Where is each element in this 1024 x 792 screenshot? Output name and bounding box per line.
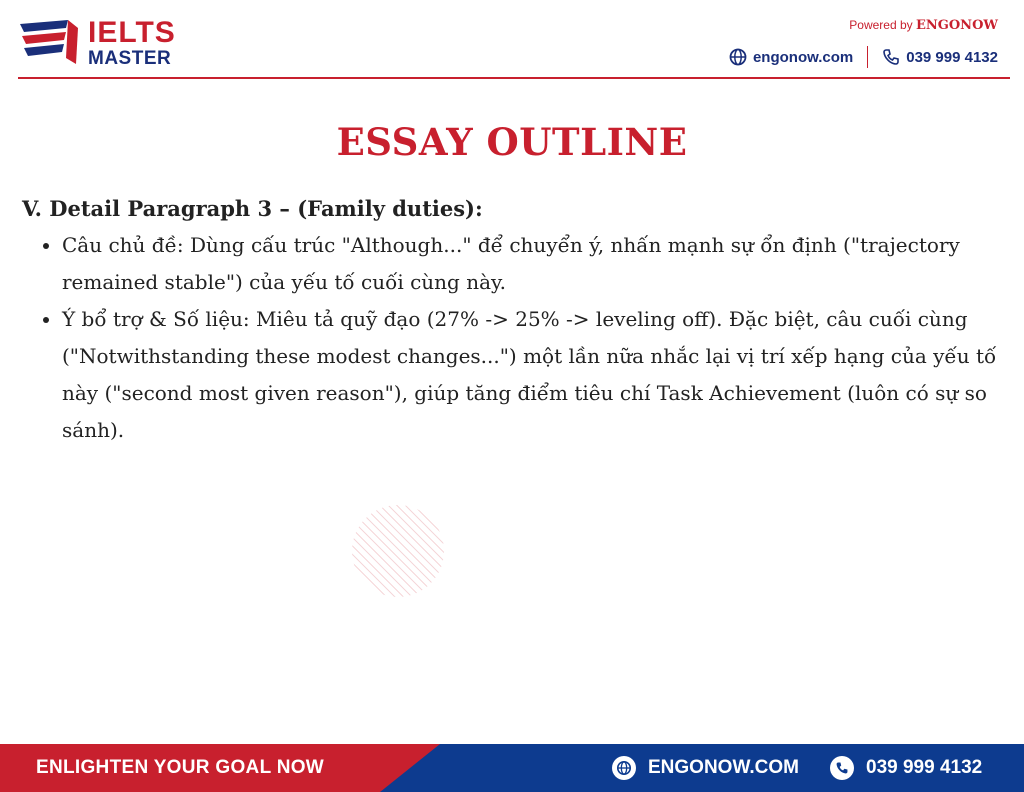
footer-slogan: ENLIGHTEN YOUR GOAL NOW <box>36 757 325 778</box>
powered-by <box>849 18 998 33</box>
logo-text-master: MASTER <box>88 48 172 69</box>
footer-website-label: ENGONOW.COM <box>648 757 799 778</box>
header-divider-line <box>18 77 1010 79</box>
header-phone-number[interactable]: 039 999 4132 <box>906 48 998 66</box>
powered-prefix: Powered by <box>849 18 916 32</box>
logo-text-ielts: IELTS <box>88 16 176 49</box>
logo-emblem-icon <box>18 18 80 68</box>
section-heading: V. Detail Paragraph 3 – (Family duties): <box>22 196 483 221</box>
globe-icon <box>612 756 636 780</box>
list-item: • Câu chủ đề: Dùng cấu trúc "Although..." để chuyển ý, nhấn mạnh sự ổn định ("trajectory remained stable") của yếu tố cuối cùng này. <box>62 227 1002 301</box>
footer-phone-label: 039 999 4132 <box>866 757 983 778</box>
decorative-circle <box>352 505 444 597</box>
header-contact <box>729 46 998 68</box>
phone-icon <box>830 756 854 780</box>
header-divider <box>867 46 868 68</box>
powered-brand: ENGONOW <box>915 18 998 33</box>
page-title: ESSAY OUTLINE <box>336 120 688 164</box>
ielts-master-logo <box>18 14 188 74</box>
outline-section <box>22 196 1002 449</box>
list-item: • Ý bổ trợ & Số liệu: Miêu tả quỹ đạo (27% -> 25% -> leveling off). Đặc biệt, câu cuối cùng ("Notwithstanding these modest changes...") một lần nữa nhắc lại vị trí xếp hạng của yếu tố này ("second most given reason"), giúp tăng điểm tiêu chí Task Achievement (luôn có sự so sánh). <box>62 301 1002 449</box>
footer-bar <box>0 744 1024 792</box>
footer-phone[interactable] <box>830 756 982 780</box>
header-website-link[interactable]: engonow.com <box>752 48 854 66</box>
bullet-list <box>22 227 1002 449</box>
globe-icon <box>729 48 747 66</box>
phone-icon <box>882 48 900 66</box>
footer-website[interactable] <box>612 756 799 780</box>
